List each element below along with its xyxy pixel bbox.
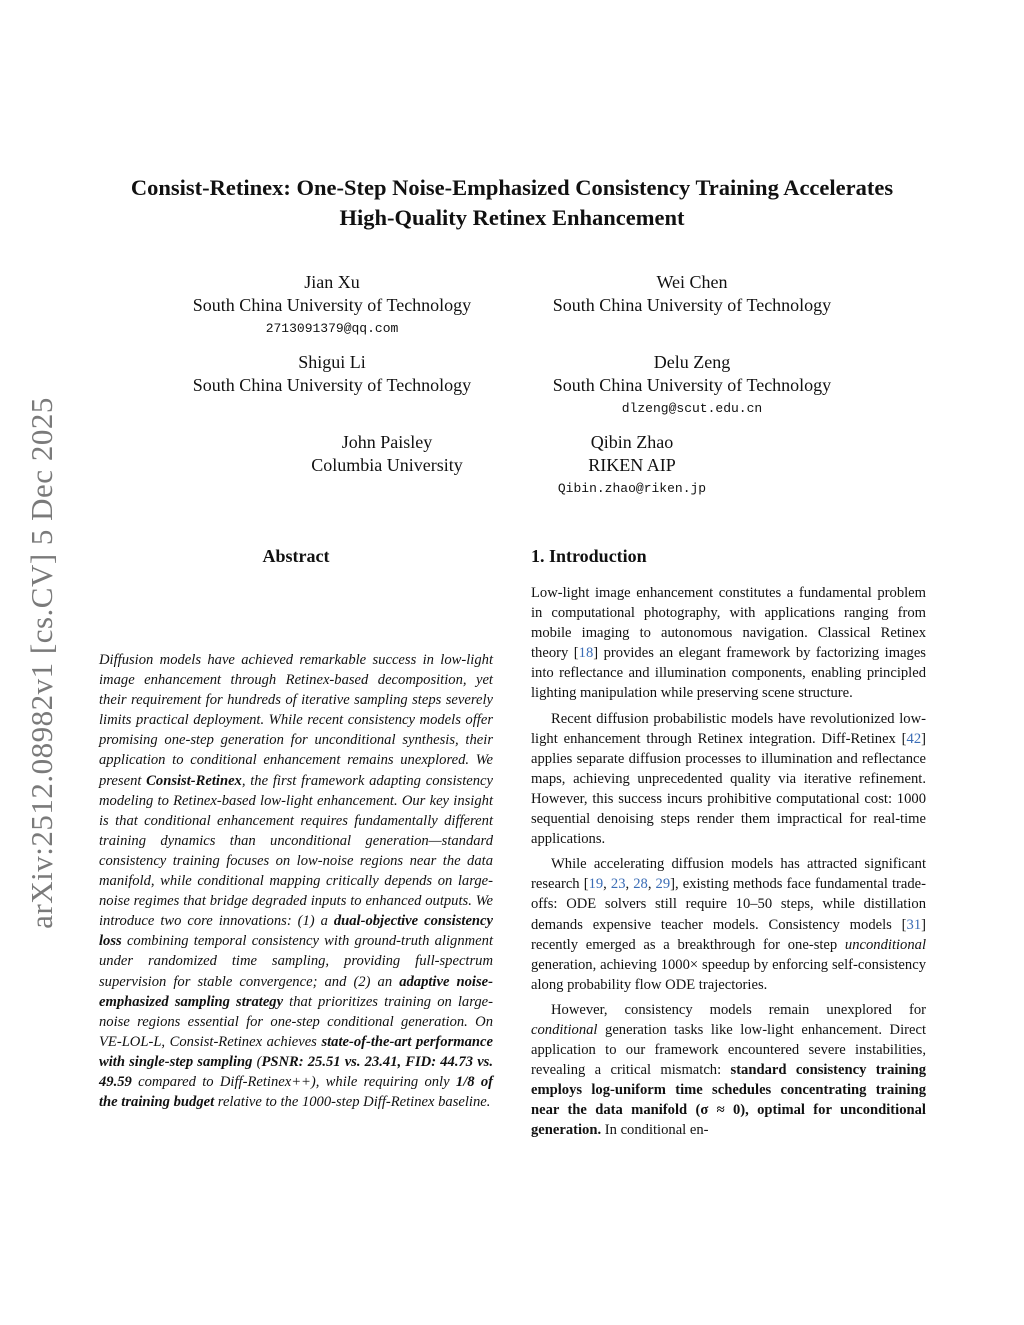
abstract-emphasis: adaptive noise-emphasized sampling strategy [99, 973, 493, 1010]
introduction-heading: 1. Introduction [531, 546, 647, 566]
abstract-text: , the first framework adapting consistency modeling to Retinex-based low-light enhancement. Our key insight is that conditional enhancement requires fundamentally different training dynamics than unconditional generation—standard consistency training focuses on low-noise regions near the data manifold, while conditional mapping critically depends on large-noise regimes that bridge degraded inputs to enhanced outputs. We introduce two core innovations: (1) a [99, 772, 493, 930]
paragraph-text: However, consistency models remain unexplored for [551, 1001, 926, 1018]
bold-statement: standard consistency training employs log-uniform time schedules concentrating training near the data manifold (σ ≈ 0), optimal for unconditional generation. [531, 1062, 926, 1139]
citation-link[interactable]: 31 [906, 916, 922, 933]
abstract-text: that prioritizes training on large-noise regions essential for one-step conditional generation. On VE-LOL-L, Consist-Retinex achieves [99, 993, 493, 1050]
citation-link[interactable]: 28 [633, 876, 648, 893]
abstract-text: combining temporal consistency with ground-truth alignment under randomized time sampling, providing full-spectrum supervision for stable convergence; and (2) an [99, 933, 493, 990]
intro-paragraph-1 [531, 583, 926, 704]
citation-link[interactable]: 29 [655, 876, 671, 893]
paragraph-text: Recent diffusion probabilistic models have revolutionized low-light enhancement through Retinex integration. Diff-Retinex [ [531, 710, 926, 747]
author-affiliation: Columbia University [311, 455, 463, 475]
author-block-6 [532, 431, 732, 501]
intro-paragraph-4 [531, 1000, 926, 1141]
abstract-text: ( [252, 1053, 262, 1070]
author-block-2 [538, 271, 846, 317]
abstract-text: relative to the 1000-step Diff-Retinex baseline. [214, 1094, 491, 1111]
paragraph-text: ], existing methods face fundamental trade-offs: ODE solvers still require 10–50 steps, while distillation demands expensive teacher models. Consistency models [ [531, 876, 926, 933]
author-affiliation: South China University of Technology [552, 375, 832, 395]
abstract-emphasis: dual-objective consistency loss [99, 913, 493, 950]
arxiv-identifier-text: arXiv:2512.08982v1 [cs.CV] 5 Dec 2025 [24, 396, 60, 929]
citation-link[interactable]: 19 [588, 876, 604, 893]
citation-separator: , [625, 876, 634, 893]
author-name: Qibin Zhao [590, 432, 674, 452]
author-email[interactable]: dlzeng@scut.edu.cn [621, 401, 763, 416]
author-name: John Paisley [341, 432, 433, 452]
abstract-emphasis: state-of-the-art performance with single-step sampling [99, 1033, 493, 1070]
introduction-body [531, 583, 926, 1146]
author-affiliation: South China University of Technology [552, 295, 832, 315]
paragraph-text: In conditional en- [601, 1122, 709, 1139]
paper-title [80, 173, 944, 233]
italic-term: conditional [531, 1021, 598, 1038]
abstract-emphasis: Consist-Retinex [146, 772, 242, 789]
author-name: Shigui Li [298, 352, 366, 372]
citation-separator: , [603, 876, 611, 893]
abstract-body [99, 650, 493, 1112]
author-affiliation: RIKEN AIP [588, 455, 676, 475]
author-block-5 [287, 431, 487, 477]
author-name: Jian Xu [304, 272, 360, 292]
author-block-3 [178, 351, 486, 397]
author-name: Delu Zeng [653, 352, 731, 372]
paragraph-text: ] applies separate diffusion processes to illumination and reflectance maps, achieving unprecedented quality via iterative refinement. However, this success incurs prohibitive computational cost: 1000 sequential denoising steps render them impractical for real-time applications. [531, 730, 926, 848]
author-email[interactable]: 2713091379@qq.com [265, 321, 399, 336]
author-name: Wei Chen [656, 272, 728, 292]
paragraph-text: generation tasks like low-light enhancement. Direct application to our framework encountered severe instabilities, revealing a critical mismatch: [531, 1021, 926, 1079]
arxiv-identifier-stamp [16, 375, 68, 950]
paragraph-text: While accelerating diffusion models has attracted significant research [ [531, 856, 926, 893]
abstract-emphasis: 1/8 of the training budget [99, 1073, 493, 1111]
italic-term: unconditional [844, 936, 926, 953]
paragraph-text: Low-light image enhancement constitutes a fundamental problem in computational photography, with applications ranging from mobile imaging to autonomous navigation. Classical Retinex theory [ [531, 585, 926, 662]
author-block-1 [178, 271, 486, 341]
title-line-1: Consist-Retinex: One-Step Noise-Emphasized Consistency Training Accelerates [130, 175, 894, 200]
citation-link[interactable]: 23 [610, 876, 626, 893]
paragraph-text: generation, achieving 1000× speedup by enforcing self-consistency along probability flow ODE trajectories. [531, 956, 926, 993]
author-block-4 [538, 351, 846, 421]
paragraph-text: ] recently emerged as a breakthrough for one-step [531, 916, 926, 953]
title-line-2: High-Quality Retinex Enhancement [339, 205, 685, 230]
abstract-text: Diffusion models have achieved remarkable success in low-light image enhancement through Retinex-based decomposition, yet their requirement for hundreds of iterative sampling steps severely limits practical deployment. While recent consistency models offer promising one-step generation for unconditional synthesis, their application to conditional enhancement remains unexplored. We present [99, 652, 493, 789]
abstract-heading: Abstract [262, 546, 330, 566]
citation-separator: , [647, 876, 656, 893]
intro-paragraph-2 [531, 709, 926, 850]
citation-link[interactable]: 42 [906, 730, 922, 747]
citation-link[interactable]: 18 [578, 645, 594, 662]
author-affiliation: South China University of Technology [192, 295, 472, 315]
abstract-emphasis: PSNR: 25.51 vs. 23.41, FID: 44.73 vs. 49.59 [99, 1053, 493, 1090]
author-affiliation: South China University of Technology [192, 375, 472, 395]
paragraph-text: ] provides an elegant framework by factorizing images into reflectance and illumination components, enabling principled lighting manipulation while preserving scene structure. [531, 645, 926, 702]
abstract-text: compared to Diff-Retinex++), while requiring only [131, 1073, 456, 1090]
author-email[interactable]: Qibin.zhao@riken.jp [557, 481, 707, 496]
intro-paragraph-3 [531, 854, 926, 995]
